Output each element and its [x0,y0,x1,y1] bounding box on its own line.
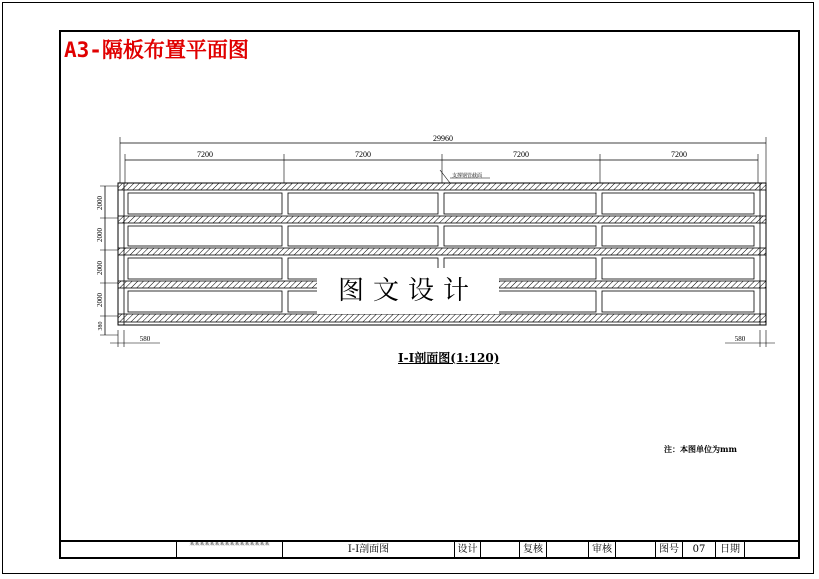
title-block-sheet-label: 图号 [655,540,682,559]
title-block-sheet-no: 07 [682,540,715,559]
section-title: I-I剖面图(1:120) [398,351,500,365]
title-block-check-label: 复核 [519,540,546,559]
callout-text: 支撑钢管截面 [452,174,483,179]
title-block-review-value [615,540,655,559]
row-dim-2: 2000 [96,228,104,242]
row-dim-5: 380 [98,321,104,331]
title-block-design-label: 设计 [454,540,480,559]
edge-dimensions [110,330,775,347]
drawing-title: A3-隔板布置平面图 [64,38,249,62]
row-dim-1: 2000 [96,196,104,210]
watermark: 图文设计 [317,268,499,314]
callout [440,170,490,183]
title-block-date-value [744,540,798,559]
unit-note: 注：本图单位为mm [664,444,737,454]
title-block-review-label: 审核 [588,540,615,559]
row-dim-3: 2000 [96,261,104,275]
row-dim-4: 2000 [96,293,104,307]
title-block-project: 某某某某某某某某某某某某某某某某 [176,540,282,559]
span-dimensions [125,150,758,183]
title-block-check-value [546,540,588,559]
overall-dimension-text: 29960 [433,134,453,143]
title-block-design-value [480,540,519,559]
overall-dimension [120,134,766,183]
span-dim-1: 7200 [197,150,213,159]
span-dim-4: 7200 [671,150,687,159]
edge-dim-left: 580 [139,335,151,343]
edge-dim-right: 580 [734,335,746,343]
row-dimensions [96,186,118,335]
span-dim-2: 7200 [355,150,371,159]
span-dim-3: 7200 [513,150,529,159]
title-block-drawing-name: I-I剖面图 [282,540,454,559]
title-block-date-label: 日期 [715,540,744,559]
title-block [59,540,800,559]
